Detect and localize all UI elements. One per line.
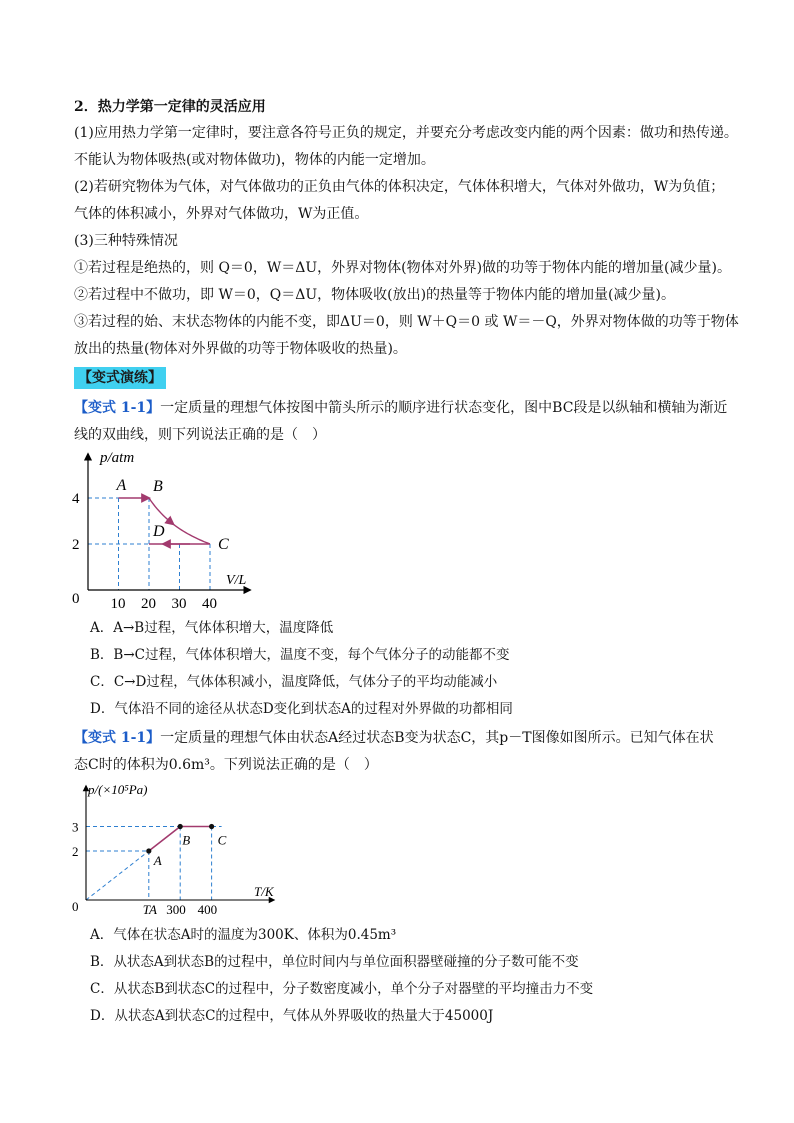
point-b (178, 824, 183, 829)
x-tick-10: 10 (110, 596, 126, 612)
q2-stem-line-2: 态C时的体积为0.6m³。下列说法正确的是（ ） (74, 757, 378, 773)
q2-option-c[interactable]: C．从状态B到状态C的过程中，分子数密度减小，单个分子对器壁的平均撞击力不变 (90, 981, 594, 997)
x-tick-40: 40 (202, 596, 217, 612)
q2-option-d[interactable]: D．从状态A到状态C的过程中，气体从外界吸收的热量大于45000J (90, 1008, 494, 1024)
x-axis-label: V/L (226, 573, 247, 588)
x-tick-20: 20 (141, 596, 156, 612)
q1-option-a[interactable]: A．A→B过程，气体体积增大，温度降低 (90, 620, 334, 636)
y-tick-2: 2 (72, 844, 79, 859)
special-case-3-line-1: ③若过程的始、末状态物体的内能不变，即ΔU＝0，则 W＋Q＝0 或 W＝－Q，外界对物体做的功等于物体 (74, 314, 739, 330)
paragraph-2-line-1: (2)若研究物体为气体，对气体做功的正负由气体的体积决定，气体体积增大，气体对外做功，W为负值； (74, 179, 725, 195)
x-tick-30: 30 (171, 596, 187, 612)
chart-pv (60, 448, 260, 616)
paragraph-1-line-1: (1)应用热力学第一定律时，要注意各符号正负的规定，并要充分考虑改变内能的两个因素：做功和热传递。 (74, 125, 738, 141)
x-axis-label: T/K (254, 884, 274, 899)
y-tick-4: 4 (72, 491, 80, 507)
q1-stem-line-2: 线的双曲线，则下列说法正确的是（ ） (74, 427, 326, 443)
guide-origin-a (86, 851, 149, 900)
q1-option-b[interactable]: B．B→C过程，气体体积增大，温度不变，每个气体分子的动能都不变 (90, 647, 510, 663)
point-label-b: B (182, 832, 191, 848)
segment-a-b (149, 827, 180, 852)
point-label-b: B (153, 478, 163, 495)
q1-option-c[interactable]: C．C→D过程，气体体积减小，温度降低，气体分子的平均动能减小 (90, 674, 498, 690)
q2-tag: 【变式 1-1】 (74, 730, 161, 746)
point-label-c: C (218, 536, 229, 553)
q2-stem-a: 一定质量的理想气体由状态A经过状态B变为状态C，其p－T图像如图所示。已知气体在状 (160, 730, 714, 746)
special-case-2: ②若过程中不做功，即 W＝0，Q＝ΔU，物体吸收(放出)的热量等于物体内能的增加量(减少量)。 (74, 287, 675, 303)
q2-option-b[interactable]: B．从状态A到状态B的过程中，单位时间内与单位面积器壁碰撞的分子数可能不变 (90, 954, 579, 970)
y-tick-0: 0 (72, 899, 79, 914)
segment-b-c-arrow (170, 522, 173, 524)
q1-stem-a: 一定质量的理想气体按图中箭头所示的顺序进行状态变化，图中BC段是以纵轴和横轴为渐近 (160, 400, 728, 416)
point-label-a: A (116, 477, 127, 494)
x-tick-400: 400 (197, 902, 218, 917)
y-axis-label: p/atm (100, 450, 135, 466)
point-a (146, 848, 151, 853)
chart-pt (60, 780, 290, 918)
point-label-c: C (217, 832, 227, 848)
q1-stem-line-1 (74, 397, 734, 419)
point-c (209, 824, 214, 829)
special-case-3-line-2: 放出的热量(物体对外界做的功等于物体吸收的热量)。 (74, 341, 407, 357)
practice-tag: 【变式演练】 (74, 367, 166, 389)
point-label-a: A (153, 853, 162, 868)
y-tick-0: 0 (72, 591, 80, 607)
special-case-1: ①若过程是绝热的，则 Q＝0，W＝ΔU，外界对物体(物体对外界)做的功等于物体内能的增加量(减少量)。 (74, 260, 731, 276)
chart-pv-labels (72, 450, 246, 612)
paragraph-3-heading: (3)三种特殊情况 (74, 233, 178, 249)
paragraph-1-line-2: 不能认为物体吸热(或对物体做功)，物体的内能一定增加。 (74, 152, 435, 168)
point-label-d: D (153, 523, 165, 540)
chart-pv-axes (88, 454, 250, 590)
x-tick-ta: TA (142, 902, 158, 917)
section-heading: 2．热力学第一定律的灵活应用 (74, 99, 266, 115)
y-tick-2: 2 (72, 537, 80, 553)
q2-option-a[interactable]: A．气体在状态A时的温度为300K、体积为0.45m³ (90, 927, 397, 943)
q2-stem-line-1 (74, 727, 734, 749)
paragraph-2-line-2: 气体的体积减小，外界对气体做功，W为正值。 (74, 206, 369, 222)
y-tick-3: 3 (72, 819, 79, 835)
x-tick-300: 300 (166, 902, 186, 917)
chart-pt-labels (72, 782, 275, 917)
q1-option-d[interactable]: D．气体沿不同的途径从状态D变化到状态A的过程对外界做的功都相同 (90, 701, 513, 717)
y-axis-label: p/(×10⁵Pa) (88, 782, 148, 797)
q1-tag: 【变式 1-1】 (74, 400, 161, 416)
